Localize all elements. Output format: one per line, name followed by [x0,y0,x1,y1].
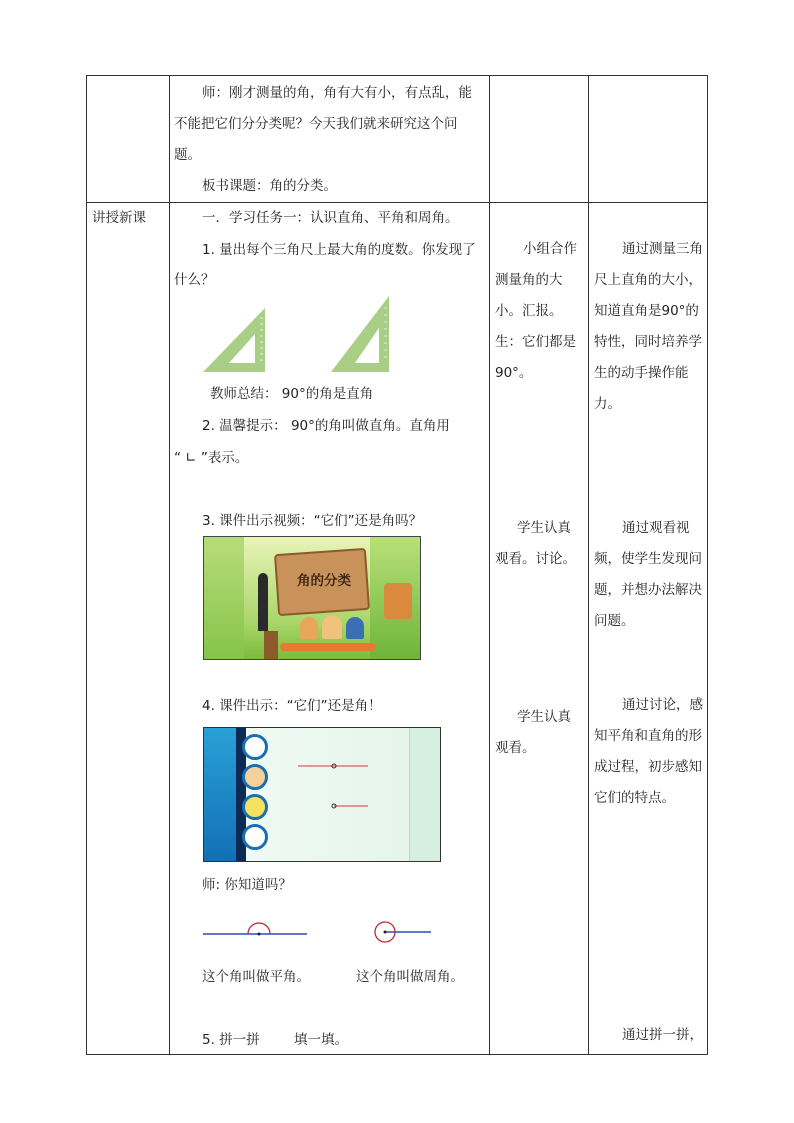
item-2-line-a: 2. 温馨提示： 90°的角叫做直角。直角用 [202,418,450,434]
item-4: 4. 课件出示：“它们”还是角！ [202,698,382,714]
student-activity-1: 小组合作测量角的大小。汇报。 [495,241,577,319]
design-intent-1: 通过测量三角尺上直角的大小，知道直角是90°的特性，同时培养学生的动手操作能力。 [594,241,703,412]
item-1-line-a: 1. 量出每个三角尺上最大角的度数。你发现了 [202,242,476,258]
video-controls[interactable] [280,643,376,651]
child-2 [322,615,342,639]
tree-stump [264,631,278,659]
teacher-summary: 教师总结： 90°的角是直角 [210,386,374,402]
set-square-image-1 [203,308,265,374]
col-divider-1 [169,76,170,1054]
col-divider-2 [489,76,490,1054]
round-angle-caption: 这个角叫做周角。 [356,969,464,985]
item-5: 5. 拼一拼 填一填。 [202,1032,349,1048]
item-3: 3. 课件出示视频：“它们”还是角吗？ [202,513,423,529]
video-screenshot[interactable] [203,536,421,660]
house [384,583,412,619]
child-3 [346,617,364,639]
board-title: 板书课题：角的分类。 [202,178,337,194]
teacher-question: 师: 你知道吗？ [202,877,292,893]
set-square-image-2 [331,296,389,374]
avatar-4[interactable] [242,824,268,850]
straight-angle-diagram [201,918,309,940]
avatar-2[interactable] [242,764,268,790]
child-1 [300,617,318,639]
task-heading: 一．学习任务一：认识直角、平角和周角。 [202,210,459,226]
teacher-intro-paragraph: 师：刚才测量的角，角有大有小，有点乱，能不能把它们分分类呢？今天我们就来研究这个问题。 [174,85,472,163]
row-divider [87,202,707,203]
video-title: 角的分类 [297,573,351,589]
right-panel [409,728,440,861]
student-activity-2: 生：它们都是90°。 [495,334,576,381]
design-intent-3: 通过讨论，感知平角和直角的形成过程，初步感知它们的特点。 [594,697,703,806]
courseware-screenshot[interactable] [203,727,441,862]
blue-side-bar [204,728,236,861]
design-intent-4: 通过拼一拼， [622,1027,703,1043]
stage-label: 讲授新课 [92,210,146,226]
student-activity-4: 学生认真观看。 [495,709,571,756]
student-activity-3: 学生认真观看。讨论。 [495,520,576,567]
ray-lines [296,758,376,812]
col-divider-3 [588,76,589,1054]
item-2-line-b: “ ∟ ”表示。 [174,450,249,466]
teacher-figure [258,573,268,631]
tree-left [204,537,244,659]
avatar-3[interactable] [242,794,268,820]
straight-angle-caption: 这个角叫做平角。 [202,969,310,985]
avatar-1[interactable] [242,734,268,760]
round-angle-diagram [371,918,435,946]
design-intent-2: 通过观看视频，使学生发现问题，并想办法解决问题。 [594,520,702,629]
item-1-line-b: 什么？ [174,272,215,288]
